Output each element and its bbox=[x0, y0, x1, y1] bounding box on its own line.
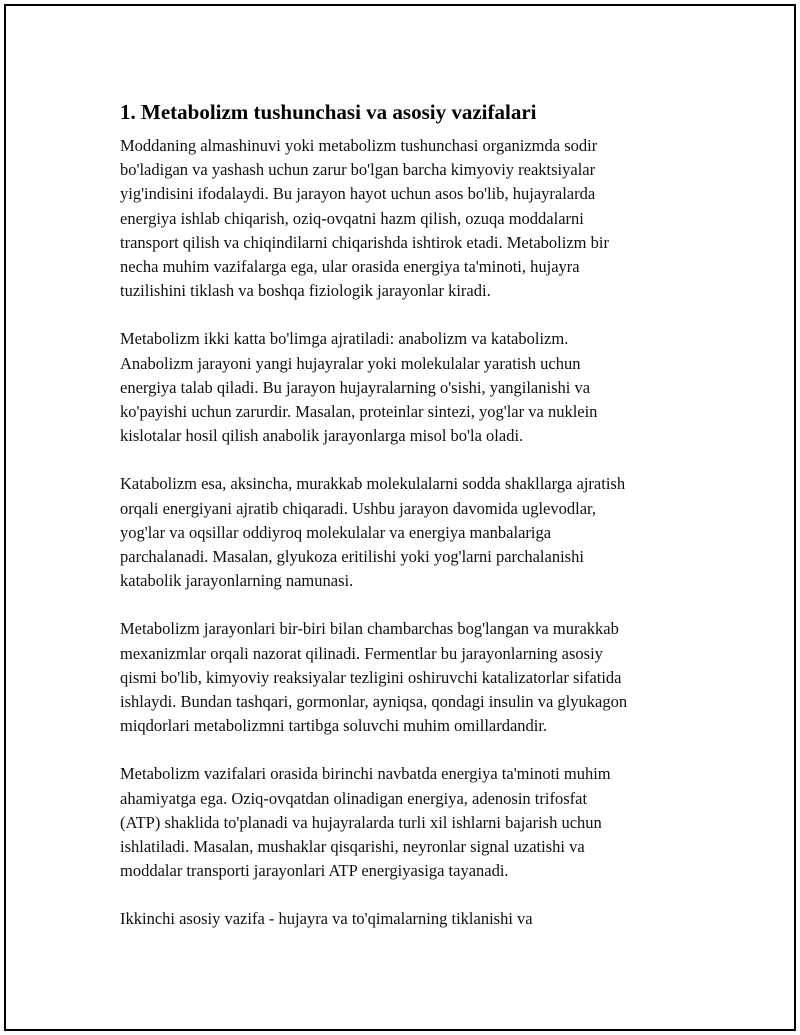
paragraph-tissue-repair: Ikkinchi asosiy vazifa - hujayra va to'qimalarning tiklanishi va bbox=[120, 909, 533, 929]
paragraph-metabolism-definition: Moddaning almashinuvi yoki metabolizm tushunchasi organizmda sodir bo'ladigan va yashash uchun zarur bo'lgan barcha kimyoviy reaktsiyalar yig'indisini ifodalaydi. Bu jarayon hayot uchun asos bo'lib, hujayralarda energiya ishlab chiqarish, oziq-ovqatni hazm qilish, ozuqa moddalarni transport qilish va chiqindilarni chiqarishda ishtirok etadi. Metabolizm bir necha muhim vazifalarga ega, ular orasida energiya ta'minoti, hujayra tuzilishini tiklash va boshqa fiziologik jarayonlar kiradi. bbox=[120, 136, 609, 301]
paragraph-regulation: Metabolizm jarayonlari bir-biri bilan chambarchas bog'langan va murakkab mexanizmlar orqali nazorat qilinadi. Fermentlar bu jarayonlarning asosiy qismi bo'lib, kimyoviy reaksiyalar tezligini oshiruvchi katalizatorlar sifatida ishlaydi. Bundan tashqari, gormonlar, ayniqsa, qondagi insulin va glyukagon miqdorlari metabolizmni tartibga soluvchi muhim omillardandir. bbox=[120, 619, 628, 736]
section-heading: 1. Metabolizm tushunchasi va asosiy vazifalari bbox=[120, 100, 537, 124]
page-border bbox=[4, 4, 796, 1031]
paragraph-energy-supply: Metabolizm vazifalari orasida birinchi navbatda energiya ta'minoti muhim ahamiyatga ega. Oziq-ovqatdan olinadigan energiya, adenosin trifosfat (ATP) shaklida to'planadi va hujayralarda turli xil ishlarni bajarish uchun ishlatiladi. Masalan, mushaklar qisqarishi, neyronlar signal uzatishi va moddalar transporti jarayonlari ATP energiyasiga tayanadi. bbox=[120, 764, 611, 881]
paragraph-anabolism: Metabolizm ikki katta bo'limga ajratiladi: anabolizm va katabolizm. Anabolizm jarayoni yangi hujayralar yoki molekulalar yaratish uchun energiya talab qiladi. Bu jarayon hujayralarning o'sishi, yangilanishi va ko'payishi uchun zarurdir. Masalan, proteinlar sintezi, yog'lar va nuklein kislotalar hosil qilish anabolik jarayonlarga misol bo'la oladi. bbox=[120, 329, 598, 446]
paragraph-catabolism: Katabolizm esa, aksincha, murakkab molekulalarni sodda shakllarga ajratish orqali energiyani ajratib chiqaradi. Ushbu jarayon davomida uglevodlar, yog'lar va oqsillar oddiyroq molekulalar va energiya manbalariga parchalanadi. Masalan, glyukoza eritilishi yoki yog'larni parchalanishi katabolik jarayonlarning namunasi. bbox=[120, 474, 626, 591]
document-body bbox=[120, 98, 700, 956]
